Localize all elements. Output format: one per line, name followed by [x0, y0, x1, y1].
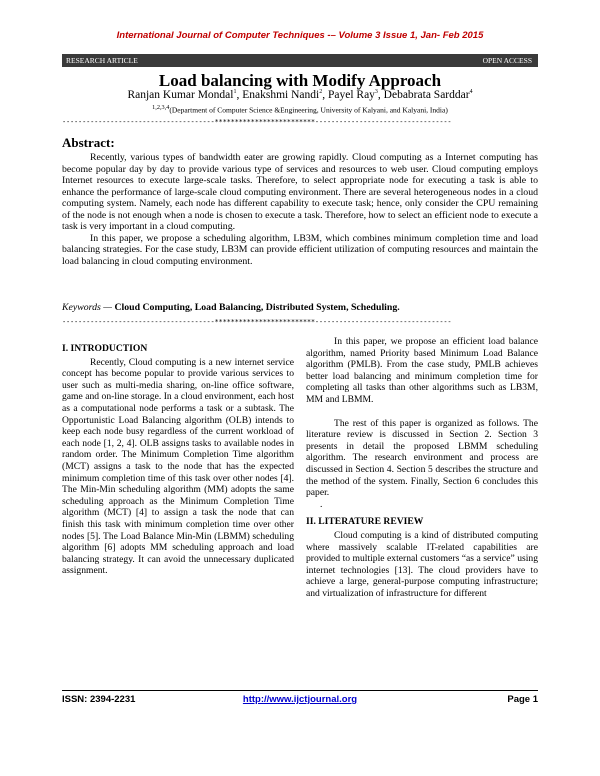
author-list: Ranjan Kumar Mondal$^1$, Enakshmi Nandi$^2$, Payel Ray$^3$, Debabrata Sarddar$^4$ [127, 89, 473, 101]
abstract-paragraph: Recently, various types of bandwidth eater are growing rapidly. Cloud computing as a Internet computing has become popular day by day to provide various type of services and resources to web user. Cloud computing employs Internet resources to execute large-scale tasks. Therefore, to select appropriate node for executing a task is able to enhance the performance of large-scale cloud computing environment. There are several heterogeneous nodes in a cloud computing system. Namely, each node has different capability to execute task; hence, only consider the CPU remaining of the node is not enough when a node is chosen to execute a task. Therefore, how to select an efficient node to execute a task is very important in a cloud computing. [62, 152, 538, 232]
affiliation [0, 104, 600, 115]
separator-mid: --------------------------------------*************************---------------------------------- [62, 318, 452, 326]
stray-dot: . [320, 498, 323, 510]
paper-title: Load balancing with Modify Approach [158, 71, 442, 90]
keywords-value: Cloud Computing, Load Balancing, Distributed System, Scheduling. [114, 302, 400, 313]
access-label: OPEN ACCESS [482, 55, 532, 65]
author-name: Debabrata Sarddar [383, 89, 470, 101]
right-paragraph: The rest of this paper is organized as follows. The literature review is discussed in Section 2. Section 3 presents in detail the proposed LBMM scheduling algorithm. The research environment and process are discussed in Section 4. Section 5 describes the structure and the method of the system. Finally, Section 6 concludes this paper. [306, 417, 538, 499]
abstract-heading: Abstract: [62, 135, 115, 150]
author-sup: 1 [233, 89, 237, 96]
page-number: Page 1 [507, 694, 538, 705]
left-column [62, 343, 294, 577]
abstract-body [62, 152, 538, 267]
article-type: RESEARCH ARTICLE [66, 55, 138, 65]
affiliation-text: (Department of Computer Science &Engineering, University of Kalyani, and Kalyani, India) [169, 105, 448, 115]
keywords-label: Keywords — [62, 302, 112, 313]
issn: ISSN: 2394-2231 [62, 694, 136, 705]
author-name: Ranjan Kumar Mondal [127, 89, 234, 101]
author-sup: 2 [319, 89, 323, 96]
affiliation-sup: 1,2,3,4 [152, 104, 170, 111]
author-name: Payel Ray [327, 89, 375, 101]
keywords [62, 302, 538, 313]
author-name: Enakshmi Nandi [242, 89, 320, 101]
intro-paragraph: Recently, Cloud computing is a new internet service concept has become popular to provide various services to user such as multi-media sharing, on-line office software, game and on-line storage. In a cloud environment, each host as a computational node performs a task or a subtask. The Opportunistic Load Balancing algorithm (OLB) intends to keep each node busy regardless of the current workload of each node [1, 2, 4]. OLB assigns tasks to available nodes in random order. The Minimum Completion Time algorithm (MCT) assigns a task to the node that has the expected minimum completion time of this task over other nodes [4]. The Min-Min scheduling algorithm (MM) adopts the same scheduling approach as the Minimum Completion Time algorithm (MCT) [4] to assign a task the node that can finish this task with minimum completion time over other nodes [5]. The Load Balance Min-Min (LBMM) scheduling algorithm [6] adopts MM scheduling approach and load balancing strategy. It can avoid the unnecessary duplicated assignment. [62, 356, 294, 577]
separator-top: --------------------------------------*************************---------------------------------- [62, 118, 452, 126]
abstract-paragraph: In this paper, we propose a scheduling algorithm, LB3M, which combines minimum completion time and load balancing strategies. For the case study, LB3M can provide efficient utilization of computing resources and maintain the load balancing in cloud computing environment. [62, 232, 538, 267]
journal-link[interactable]: http://www.ijctjournal.org [242, 694, 358, 705]
section-heading: I. INTRODUCTION [62, 343, 148, 354]
author-sup: 3 [374, 89, 378, 96]
right-column [306, 336, 538, 599]
right-paragraph: Cloud computing is a kind of distributed computing where massively scalable IT-related capabilities are provided to multiple external customers “as a service” using internet technologies [13]. The cloud providers have to achieve a large, general-purpose computing infrastructure; and virtualization of infrastructure for different [306, 529, 538, 599]
section-heading: II. LITERATURE REVIEW [306, 516, 424, 528]
author-sup: 4 [469, 89, 473, 96]
footer-rule [62, 690, 538, 691]
right-paragraph: In this paper, we propose an efficient load balance algorithm, named Priority based Minimum Load Balance algorithm (PMLB). From the case study, PMLB achieves better load balancing and minimum completion time for completing all tasks than other algorithms such as LB3M, MM and LBMM. [306, 336, 538, 405]
journal-header: International Journal of Computer Techniques -– Volume 3 Issue 1, Jan- Feb 2015 [116, 30, 484, 41]
article-bar [62, 54, 538, 67]
